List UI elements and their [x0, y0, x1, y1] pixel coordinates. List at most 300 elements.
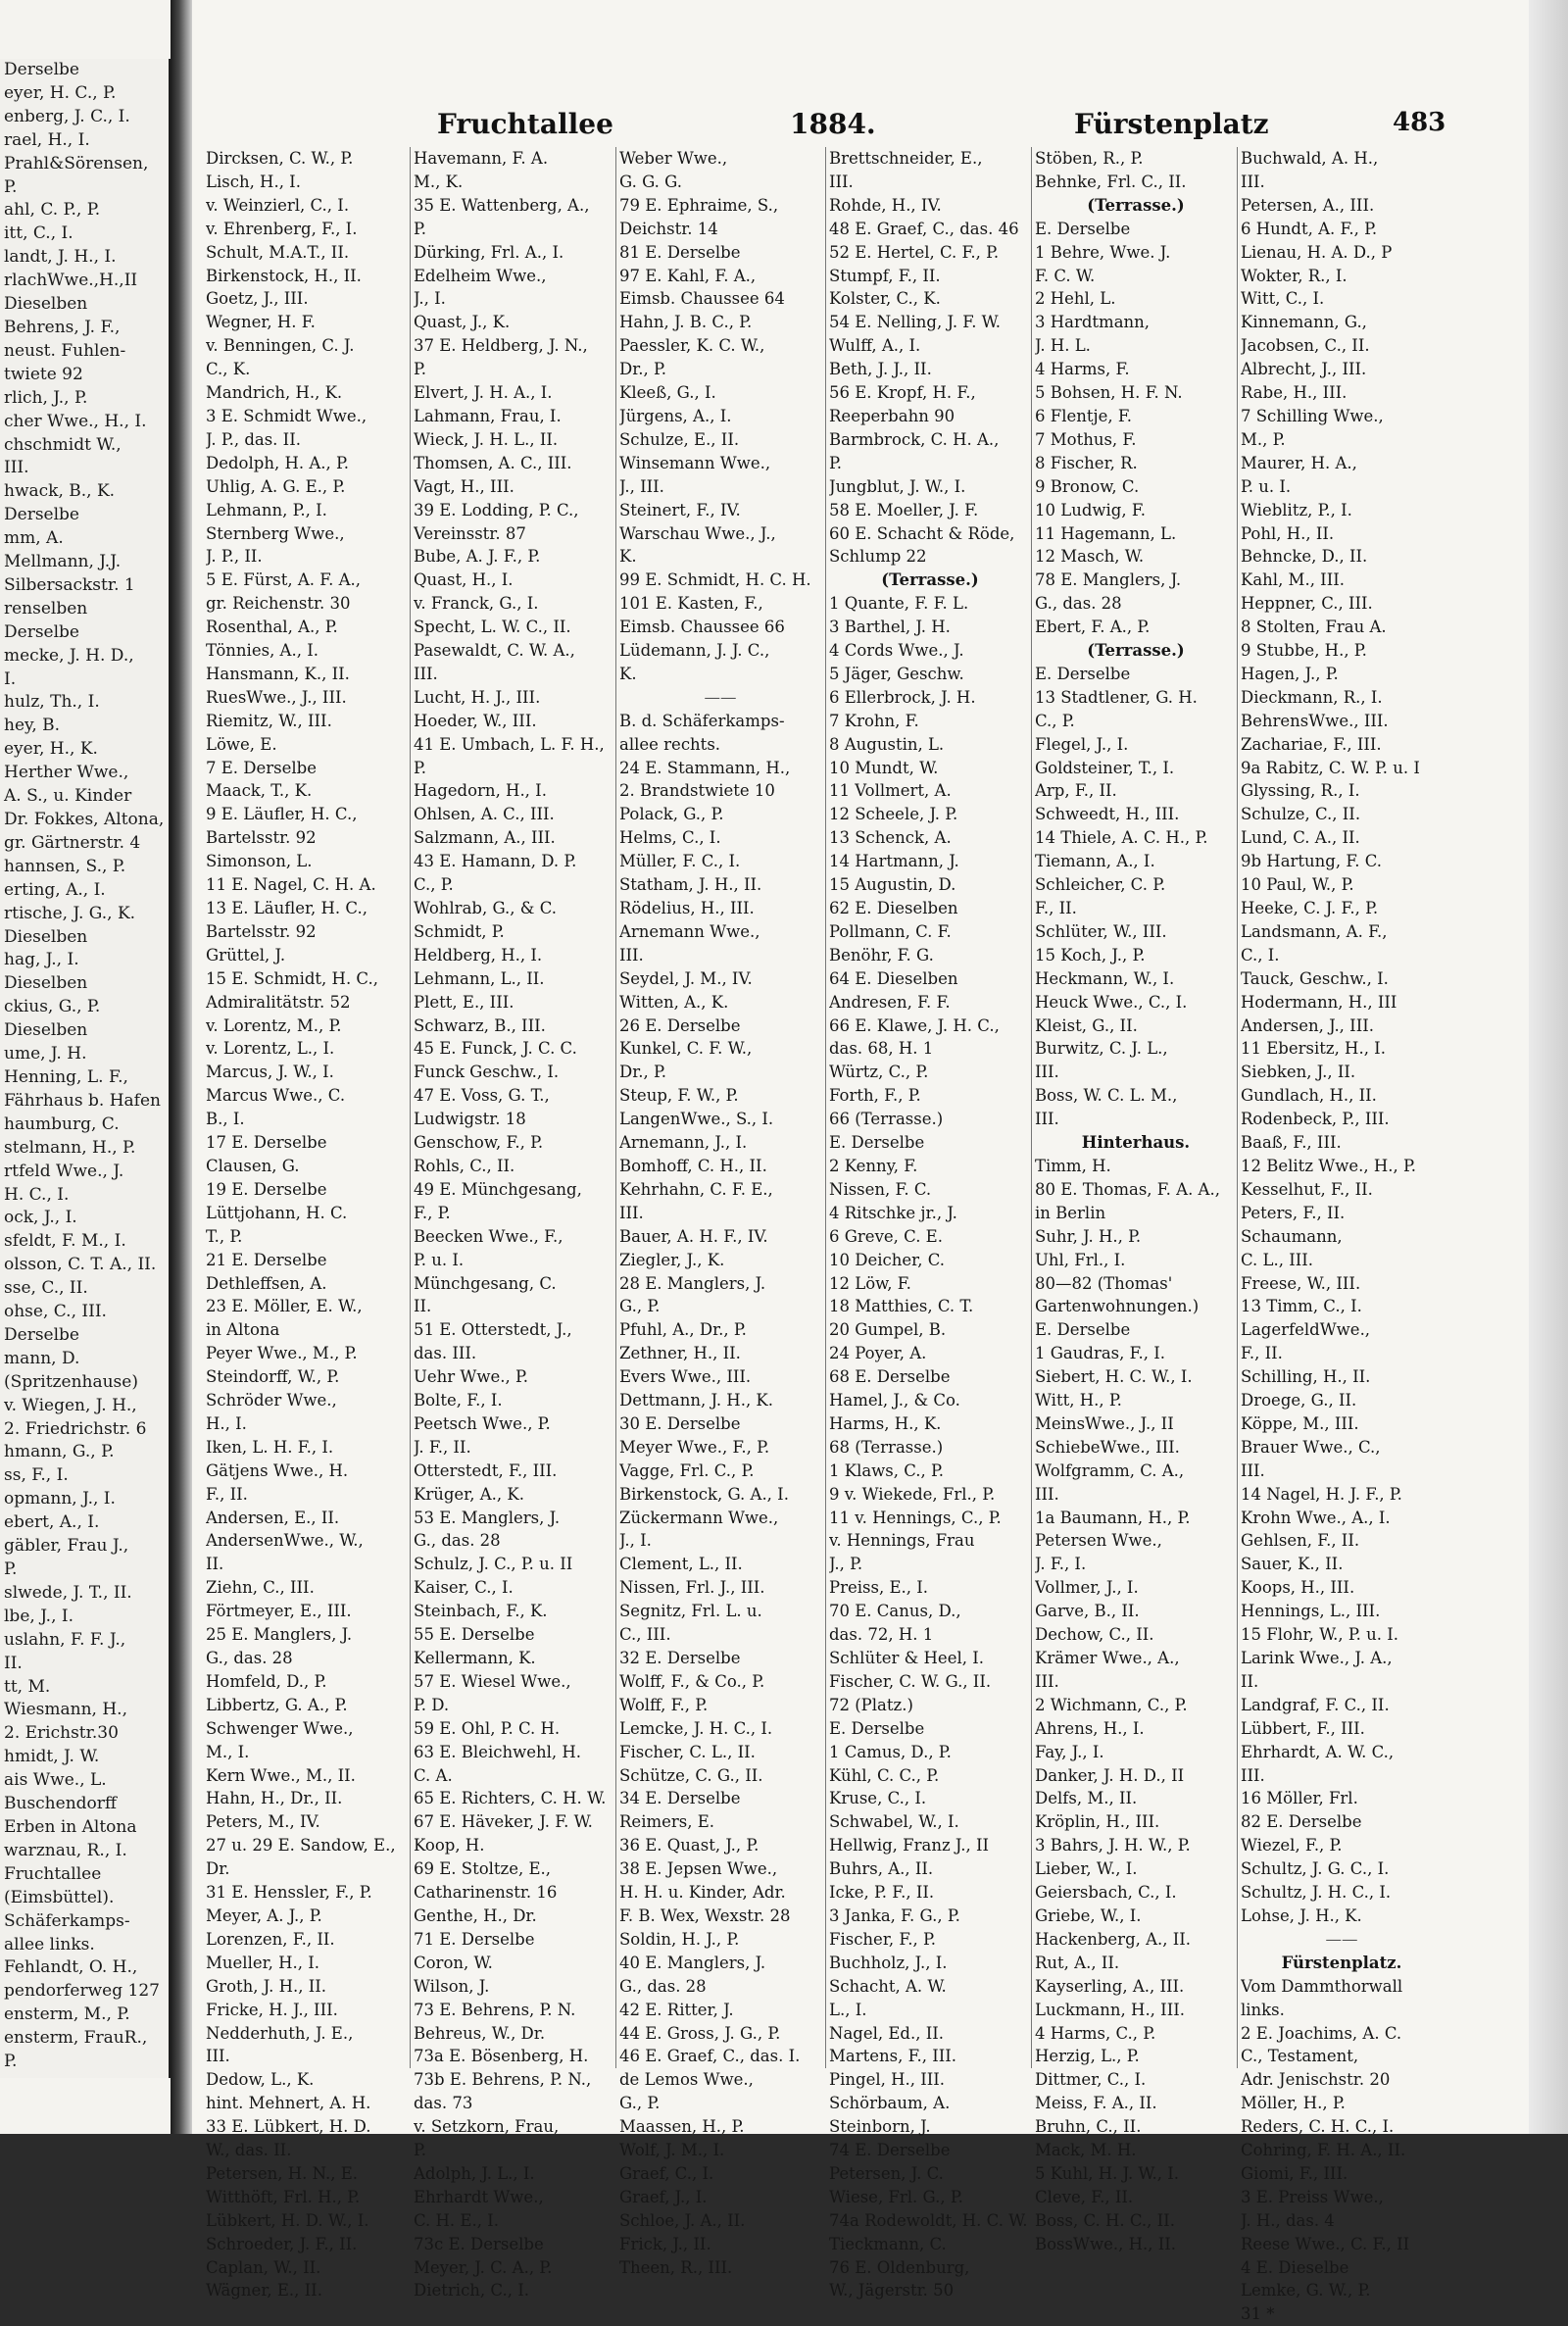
- directory-entry: Reders, C. H. C., I.: [1241, 2117, 1395, 2137]
- directory-entry: Meyer Wwe., F., P.: [619, 1437, 770, 1457]
- previous-page-line: opmann, J., I.: [4, 1489, 116, 1509]
- directory-entry: Mandrich, H., K.: [206, 383, 343, 403]
- directory-entry: Statham, J. H., II.: [619, 875, 762, 895]
- previous-page-line: ckius, G., P.: [4, 997, 101, 1017]
- directory-entry: Jungblut, J. W., I.: [829, 476, 966, 496]
- directory-entry: Rut, A., II.: [1035, 1953, 1120, 1972]
- directory-entry: Hansmann, K., II.: [206, 664, 350, 683]
- directory-entry: Kröplin, H., III.: [1035, 1812, 1160, 1832]
- directory-entry: F. C. W.: [1035, 266, 1096, 285]
- directory-entry: das. 72, H. 1: [829, 1625, 934, 1645]
- directory-entry: Brauer Wwe., C.,: [1241, 1437, 1381, 1457]
- directory-entry: 32 E. Derselbe: [619, 1649, 741, 1667]
- directory-entry: Delfs, M., II.: [1035, 1789, 1138, 1808]
- directory-entry: Riemitz, W., III.: [206, 711, 332, 730]
- directory-entry: v. Weinzierl, C., I.: [206, 195, 350, 215]
- directory-entry: Geiersbach, C., I.: [1035, 1883, 1177, 1903]
- directory-entry: III.: [1241, 172, 1265, 191]
- directory-entry: 3 Hardtmann,: [1035, 313, 1151, 332]
- directory-entry: 17 E. Derselbe: [206, 1133, 327, 1153]
- previous-page-line: pendorferweg 127: [4, 1981, 160, 2002]
- directory-entry: 23 E. Möller, E. W.,: [206, 1297, 363, 1316]
- directory-entry: 25 E. Manglers, J.: [206, 1625, 353, 1645]
- directory-entry: Schroeder, J. F., II.: [206, 2234, 358, 2253]
- directory-entry: 12 Löw, F.: [829, 1273, 911, 1293]
- directory-entry: Wulff, A., I.: [829, 336, 921, 356]
- directory-entry: 31 E. Henssler, F., P.: [206, 1883, 372, 1903]
- directory-entry: Nagel, Ed., II.: [829, 2023, 944, 2043]
- directory-entry: 49 E. Münchgesang,: [414, 1179, 582, 1199]
- directory-entry: Kahl, M., III.: [1241, 570, 1345, 590]
- directory-entry: Kühl, C. C., P.: [829, 1765, 940, 1785]
- directory-entry: Catharinenstr. 16: [414, 1883, 558, 1903]
- directory-entry: 66 E. Klawe, J. H. C.,: [829, 1015, 1000, 1035]
- directory-entry: P. D.: [414, 1695, 450, 1714]
- directory-entry: Eimsb. Chaussee 66: [619, 618, 785, 637]
- previous-page-line: slwede, J. T., II.: [4, 1582, 132, 1603]
- directory-entry: Gundlach, H., II.: [1241, 1086, 1377, 1106]
- previous-page-line: III.: [4, 458, 29, 478]
- directory-entry: RuesWwe., J., III.: [206, 687, 347, 707]
- directory-entry: Schmidt, P.: [414, 921, 505, 941]
- directory-entry: 11 Ebersitz, H., I.: [1241, 1039, 1386, 1059]
- directory-entry: Schlüter, W., III.: [1035, 921, 1167, 941]
- directory-entry: Benöhr, F. G.: [829, 945, 934, 965]
- directory-entry: Heldberg, H., I.: [414, 945, 543, 965]
- directory-entry: Dettmann, J. H., K.: [619, 1391, 773, 1410]
- directory-entry: Iken, L. H. F., I.: [206, 1437, 334, 1457]
- directory-entry: 64 E. Dieselben: [829, 968, 958, 988]
- directory-entry: Lüttjohann, H. C.: [206, 1203, 348, 1222]
- directory-entry: Vereinsstr. 87: [414, 523, 526, 543]
- directory-entry: Ehrhardt, A. W. C.,: [1241, 1742, 1395, 1761]
- directory-entry: 2. Brandstwiete 10: [619, 781, 775, 801]
- directory-entry: 4 Ritschke jr., J.: [829, 1203, 957, 1222]
- directory-entry: F., II.: [1035, 899, 1077, 917]
- previous-page-line: Dieselben: [4, 926, 88, 947]
- directory-entry: Tiemann, A., I.: [1035, 852, 1155, 871]
- directory-entry: Kayserling, A., III.: [1035, 1976, 1185, 1996]
- directory-entry: Lemcke, J. H. C., I.: [619, 1718, 773, 1738]
- directory-entry: Krohn Wwe., A., I.: [1241, 1508, 1391, 1527]
- directory-entry: B., I.: [206, 1110, 245, 1129]
- directory-entry: J., III.: [619, 476, 664, 496]
- directory-entry: 15 Koch, J., P.: [1035, 945, 1146, 965]
- directory-entry: Schultz, J. H. C., I.: [1241, 1883, 1392, 1903]
- directory-entry: 4 Harms, C., P.: [1035, 2023, 1156, 2043]
- directory-entry: Wiezel, F., P.: [1241, 1836, 1343, 1856]
- directory-entry: Steup, F. W., P.: [619, 1086, 739, 1106]
- directory-entry: C. A.: [414, 1765, 453, 1785]
- directory-entry: Rosenthal, A., P.: [206, 618, 338, 637]
- directory-entry: Schloe, J. A., II.: [619, 2210, 746, 2230]
- previous-page-line: lbe, J., I.: [4, 1606, 74, 1626]
- previous-page-line: Fruchtallee: [4, 1863, 102, 1884]
- directory-entry: Barmbrock, C. H. A.,: [829, 429, 1000, 449]
- directory-entry: Bauer, A. H. F., IV.: [619, 1226, 768, 1246]
- directory-entry: Wokter, R., I.: [1241, 266, 1348, 285]
- directory-entry: Uhl, Frl., I.: [1035, 1250, 1126, 1269]
- directory-entry: E. Derselbe: [1035, 219, 1131, 238]
- directory-entry: 14 Thiele, A. C. H., P.: [1035, 828, 1208, 848]
- directory-entry: Glyssing, R., I.: [1241, 781, 1360, 801]
- directory-entry: 8 Stolten, Frau A.: [1241, 618, 1387, 637]
- directory-entry: C., I.: [1241, 945, 1280, 965]
- directory-entry: Ohlsen, A. C., III.: [414, 805, 555, 824]
- previous-page-line: II.: [4, 1653, 23, 1673]
- directory-entry: Salzmann, A., III.: [414, 828, 556, 848]
- directory-entry: III.: [1035, 1671, 1059, 1691]
- directory-entry: 26 E. Derselbe: [619, 1015, 741, 1035]
- previous-page-line: rlachWwe.,H.,II: [4, 271, 138, 291]
- directory-entry: Dircksen, C. W., P.: [206, 149, 354, 168]
- directory-entry: Edelheim Wwe.,: [414, 266, 547, 285]
- directory-entry: 24 Poyer, A.: [829, 1344, 927, 1363]
- directory-entry: 69 E. Stoltze, E.,: [414, 1859, 552, 1879]
- directory-entry: III.: [619, 1203, 644, 1222]
- directory-entry: Wiese, Frl. G., P.: [829, 2187, 963, 2206]
- directory-entry: P. u. I.: [414, 1250, 465, 1269]
- directory-entry: Nissen, F. C.: [829, 1179, 932, 1199]
- directory-entry: Suhr, J. H., P.: [1035, 1226, 1142, 1246]
- directory-entry: Soldin, H. J., P.: [619, 1929, 740, 1949]
- directory-entry: G., das. 28: [206, 1649, 293, 1667]
- directory-entry: 1a Baumann, H., P.: [1035, 1508, 1191, 1527]
- directory-entry: Koops, H., III.: [1241, 1578, 1355, 1598]
- directory-entry: Cohring, F. H. A., II.: [1241, 2141, 1406, 2160]
- directory-entry: Meyer, A. J., P.: [206, 1905, 322, 1925]
- directory-entry: Thomsen, A. C., III.: [414, 453, 572, 472]
- directory-entry: Krüger, A., K.: [414, 1484, 524, 1504]
- directory-entry: F., P.: [414, 1203, 451, 1222]
- directory-entry: Buhrs, A., II.: [829, 1859, 934, 1879]
- previous-page-line: Wiesmann, H.,: [4, 1700, 127, 1720]
- directory-entry: 10 Mundt, W.: [829, 758, 939, 777]
- directory-entry: III.: [1035, 1110, 1059, 1129]
- directory-entry: 46 E. Graef, C., das. I.: [619, 2047, 801, 2066]
- directory-entry: Nedderhuth, J. E.,: [206, 2023, 354, 2043]
- directory-entry: Schult, M.A.T., II.: [206, 242, 350, 262]
- directory-entry: Freese, W., III.: [1241, 1273, 1361, 1293]
- previous-page-line: uslahn, F. F. J.,: [4, 1629, 126, 1650]
- directory-entry: J. P., das. II.: [206, 429, 301, 449]
- previous-page-line: sfeldt, F. M., I.: [4, 1231, 126, 1252]
- directory-entry: Hennings, L., III.: [1241, 1602, 1381, 1621]
- directory-entry: Förtmeyer, E., III.: [206, 1602, 352, 1621]
- directory-entry: Wägner, E., II.: [206, 2281, 322, 2301]
- directory-entry: Polack, G., P.: [619, 805, 724, 824]
- directory-entry: E. Derselbe: [829, 1133, 925, 1153]
- directory-entry: Forth, F., P.: [829, 1086, 921, 1106]
- directory-entry: II.: [1241, 1671, 1259, 1691]
- directory-entry: 9 v. Wiekede, Frl., P.: [829, 1484, 996, 1504]
- directory-entry: M., P.: [1241, 429, 1286, 449]
- previous-page-line: H. C., I.: [4, 1184, 70, 1205]
- directory-entry: 80—82 (Thomas': [1035, 1273, 1173, 1293]
- directory-entry: 55 E. Derselbe: [414, 1625, 535, 1645]
- directory-entry: Lund, C. A., II.: [1241, 828, 1360, 848]
- previous-page-line: ock, J., I.: [4, 1208, 77, 1228]
- previous-page-line: Silbersackstr. 1: [4, 574, 135, 595]
- directory-entry: J. P., II.: [206, 547, 263, 567]
- previous-page-line: ensterm, FrauR.,: [4, 2028, 148, 2049]
- directory-entry: Peters, M., IV.: [206, 1812, 320, 1832]
- directory-entry: 67 E. Häveker, J. F. W.: [414, 1812, 593, 1832]
- directory-entry: Lübbert, F., III.: [1241, 1718, 1365, 1738]
- previous-page-line: hag, J., I.: [4, 950, 79, 970]
- directory-entry: Luckmann, H., III.: [1035, 2000, 1185, 2019]
- directory-entry: Heppner, C., III.: [1241, 594, 1373, 614]
- previous-page-line: stelmann, H., P.: [4, 1137, 136, 1158]
- directory-entry: Landgraf, F. C., II.: [1241, 1695, 1390, 1714]
- directory-entry: 56 E. Kropf, H. F.,: [829, 383, 976, 403]
- directory-entry: Nissen, Frl. J., III.: [619, 1578, 765, 1598]
- directory-entry: Steindorff, W., P.: [206, 1367, 340, 1387]
- directory-entry: 27 u. 29 E. Sandow, E.,: [206, 1836, 396, 1856]
- directory-entry: III.: [414, 664, 438, 683]
- directory-column-5: [1035, 147, 1237, 2256]
- directory-entry: Schlump 22: [829, 547, 927, 567]
- directory-entry: III.: [619, 945, 644, 965]
- directory-entry: 1 Camus, D., P.: [829, 1742, 952, 1761]
- directory-entry: Bruhn, C., II.: [1035, 2117, 1142, 2137]
- directory-entry: 31 *: [1241, 2304, 1275, 2324]
- previous-page-line: gäbler, Frau J.,: [4, 1536, 129, 1557]
- directory-entry: 79 E. Ephraime, S.,: [619, 195, 779, 215]
- previous-page-line: enberg, J. C., I.: [4, 106, 130, 126]
- directory-entry: gr. Reichenstr. 30: [206, 594, 351, 614]
- directory-entry: 6 Flentje, F.: [1035, 406, 1132, 425]
- directory-entry: Schlüter & Heel, I.: [829, 1649, 984, 1667]
- directory-entry: 6 Ellerbrock, J. H.: [829, 687, 976, 707]
- directory-entry: Vagt, H., III.: [414, 476, 514, 496]
- previous-page-line: erting, A., I.: [4, 879, 106, 900]
- directory-entry: 40 E. Manglers, J.: [619, 1953, 766, 1972]
- directory-entry: Kruse, C., I.: [829, 1789, 927, 1808]
- directory-entry: Giomi, F., III.: [1241, 2163, 1348, 2183]
- directory-entry: C., Testament,: [1241, 2047, 1359, 2066]
- previous-page-line: ss, F., I.: [4, 1465, 69, 1486]
- previous-page-line: P.: [4, 1559, 18, 1579]
- directory-entry: II.: [414, 1297, 432, 1316]
- previous-page-line: cher Wwe., H., I.: [4, 411, 147, 431]
- directory-entry: 41 E. Umbach, L. F. H.,: [414, 734, 605, 754]
- previous-page-line: hwack, B., K.: [4, 481, 116, 502]
- directory-entry: Lisch, H., I.: [206, 172, 301, 191]
- directory-entry: Rabe, H., III.: [1241, 383, 1348, 403]
- directory-entry: G., das. 28: [414, 1531, 501, 1551]
- directory-entry: Evers Wwe., III.: [619, 1367, 752, 1387]
- directory-entry: 6 Greve, C. E.: [829, 1226, 943, 1246]
- directory-entry: III.: [1035, 1484, 1059, 1504]
- directory-entry: Uhlig, A. G. E., P.: [206, 476, 346, 496]
- directory-entry: J., I.: [619, 1531, 652, 1551]
- directory-entry: Havemann, F. A.: [414, 149, 549, 168]
- directory-entry: Kehrhahn, C. F. E.,: [619, 1179, 773, 1199]
- directory-entry: allee rechts.: [619, 734, 721, 754]
- previous-page-line: Herther Wwe.,: [4, 763, 129, 783]
- directory-entry: Jürgens, A., I.: [619, 406, 732, 425]
- header-right-street: Fürstenplatz: [1074, 108, 1269, 140]
- directory-entry: Hackenberg, A., II.: [1035, 1929, 1192, 1949]
- previous-page-line: rael, H., I.: [4, 129, 90, 150]
- book-gutter: [171, 0, 192, 2134]
- directory-entry: 14 Hartmann, J.: [829, 852, 959, 871]
- directory-entry: Kesselhut, F., II.: [1241, 1179, 1373, 1199]
- directory-entry: Meyer, J. C. A., P.: [414, 2257, 553, 2277]
- directory-entry: Andresen, F. F.: [829, 992, 951, 1012]
- directory-entry: P.: [414, 219, 427, 238]
- directory-entry: 35 E. Wattenberg, A.,: [414, 195, 590, 215]
- directory-entry: 51 E. Otterstedt, J.,: [414, 1320, 572, 1340]
- directory-entry: 81 E. Derselbe: [619, 242, 741, 262]
- directory-entry: LangenWwe., S., I.: [619, 1110, 774, 1129]
- directory-entry: 12 Belitz Wwe., H., P.: [1241, 1156, 1416, 1175]
- directory-entry: Hellwig, Franz J., II: [829, 1836, 990, 1856]
- directory-entry: 47 E. Voss, G. T.,: [414, 1086, 550, 1106]
- directory-entry: Winsemann Wwe.,: [619, 453, 771, 472]
- previous-page-line: Derselbe: [4, 621, 79, 642]
- directory-entry: v. Hennings, Frau: [829, 1531, 975, 1551]
- directory-entry: Löwe, E.: [206, 734, 277, 754]
- directory-entry: Steinbach, F., K.: [414, 1602, 548, 1621]
- directory-entry: 63 E. Bleichwehl, H.: [414, 1742, 582, 1761]
- directory-entry: Libbertz, G. A., P.: [206, 1695, 348, 1714]
- directory-entry: 1 Klaws, C., P.: [829, 1460, 945, 1480]
- previous-page-line: Behrens, J. F.,: [4, 317, 121, 337]
- directory-entry: 73b E. Behrens, P. N.,: [414, 2070, 592, 2090]
- previous-page-fragment: [0, 59, 171, 2078]
- directory-entry: 1 Quante, F. F. L.: [829, 594, 969, 614]
- directory-entry: Pfuhl, A., Dr., P.: [619, 1320, 747, 1340]
- directory-entry: 71 E. Derselbe: [414, 1929, 535, 1949]
- directory-entry: W., das. II.: [206, 2141, 292, 2160]
- directory-entry: Specht, L. W. C., II.: [414, 618, 571, 637]
- directory-entry: 39 E. Lodding, P. C.,: [414, 500, 579, 520]
- directory-entry: das. 73: [414, 2094, 473, 2113]
- directory-entry: Garve, B., II.: [1035, 1602, 1140, 1621]
- page-edge: [1529, 0, 1568, 2134]
- directory-entry: 74a Rodewoldt, H. C. W.: [829, 2210, 1028, 2230]
- directory-entry: 70 E. Canus, D.,: [829, 1602, 961, 1621]
- directory-entry: Wolff, F., P.: [619, 1695, 709, 1714]
- column-rule: [1031, 147, 1032, 2068]
- directory-entry: K.: [619, 547, 637, 567]
- directory-entry: Schilling, H., II.: [1241, 1367, 1371, 1387]
- directory-entry: 7 Krohn, F.: [829, 711, 919, 730]
- directory-entry: Wieck, J. H. L., II.: [414, 429, 559, 449]
- previous-page-line: P.: [4, 2052, 18, 2072]
- directory-entry: Burwitz, C. J. L.,: [1035, 1039, 1168, 1059]
- directory-entry: 6 Hundt, A. F., P.: [1241, 219, 1378, 238]
- directory-entry: 43 E. Hamann, D. P.: [414, 852, 577, 871]
- directory-entry: 58 E. Moeller, J. F.: [829, 500, 979, 520]
- directory-entry: Rödelius, H., III.: [619, 899, 755, 917]
- directory-entry: Fischer, C. W. G., II.: [829, 1671, 992, 1691]
- directory-entry: Möller, H., P.: [1241, 2094, 1346, 2113]
- directory-entry: Landsmann, A. F.,: [1241, 921, 1388, 941]
- directory-entry: 10 Paul, W., P.: [1241, 875, 1354, 895]
- directory-entry: Witt, H., P.: [1035, 1391, 1122, 1410]
- directory-entry: Dethleffsen, A.: [206, 1273, 327, 1293]
- directory-entry: 68 E. Derselbe: [829, 1367, 951, 1387]
- directory-entry: Köppe, M., III.: [1241, 1413, 1359, 1433]
- directory-entry: Siebken, J., II.: [1241, 1063, 1356, 1082]
- previous-page-line: ahl, C. P., P.: [4, 200, 101, 221]
- directory-entry: hint. Mehnert, A. H.: [206, 2094, 371, 2113]
- directory-entry: 16 Möller, Frl.: [1241, 1789, 1358, 1808]
- directory-entry: (Terrasse.): [1087, 641, 1185, 661]
- directory-entry: 73 E. Behrens, P. N.: [414, 2000, 576, 2019]
- directory-entry: II.: [206, 1555, 224, 1574]
- directory-entry: 76 E. Oldenburg,: [829, 2257, 970, 2277]
- directory-entry: III.: [829, 172, 854, 191]
- directory-entry: Rodenbeck, P., III.: [1241, 1110, 1390, 1129]
- directory-entry: Graef, C., I.: [619, 2163, 714, 2183]
- directory-entry: Harms, H., K.: [829, 1413, 942, 1433]
- directory-entry: Reeperbahn 90: [829, 406, 956, 425]
- previous-page-line: 2. Erichstr.30: [4, 1723, 119, 1744]
- directory-entry: Heuck Wwe., C., I.: [1035, 992, 1188, 1012]
- previous-page-line: A. S., u. Kinder: [4, 786, 132, 807]
- directory-entry: Schwenger Wwe.,: [206, 1718, 354, 1738]
- directory-column-2: [414, 147, 615, 2302]
- directory-entry: Kinnemann, G.,: [1241, 313, 1367, 332]
- directory-entry: Peetsch Wwe., P.: [414, 1413, 551, 1433]
- directory-entry: Behreus, W., Dr.: [414, 2023, 546, 2043]
- directory-entry: G., P.: [619, 2094, 661, 2113]
- directory-entry: Lemke, G. W., P.: [1241, 2281, 1371, 2301]
- directory-entry: (Terrasse.): [1087, 195, 1185, 215]
- directory-entry: Admiralitätstr. 52: [206, 992, 351, 1012]
- directory-entry: Lehmann, P., I.: [206, 500, 327, 520]
- directory-entry: Zückermann Wwe.,: [619, 1508, 779, 1527]
- directory-entry: Maack, T., K.: [206, 781, 313, 801]
- directory-entry: Birkenstock, G. A., I.: [619, 1484, 789, 1504]
- directory-entry: in Altona: [206, 1320, 280, 1340]
- directory-entry: Mueller, H., I.: [206, 1953, 320, 1972]
- directory-entry: 60 E. Schacht & Röde,: [829, 523, 1015, 543]
- directory-entry: Kleeß, G., I.: [619, 383, 716, 403]
- directory-entry: 97 E. Kahl, F. A.,: [619, 266, 757, 285]
- directory-entry: Plett, E., III.: [414, 992, 514, 1012]
- directory-entry: Schörbaum, A.: [829, 2094, 951, 2113]
- directory-entry: Segnitz, Frl. L. u.: [619, 1602, 762, 1621]
- directory-entry: Wohlrab, G., & C.: [414, 899, 557, 917]
- directory-entry: ——: [1325, 1929, 1358, 1949]
- directory-entry: 57 E. Wiesel Wwe.,: [414, 1671, 571, 1691]
- directory-entry: Rohls, C., II.: [414, 1156, 515, 1175]
- directory-entry: Lehmann, L., II.: [414, 968, 545, 988]
- directory-entry: B. d. Schäferkamps-: [619, 711, 785, 730]
- previous-page-line: Buschendorff: [4, 1794, 117, 1814]
- directory-entry: Siebert, H. C. W., I.: [1035, 1367, 1193, 1387]
- directory-entry: 72 (Platz.): [829, 1695, 913, 1714]
- directory-entry: Dietrich, C., I.: [414, 2281, 529, 2301]
- directory-entry: Jacobsen, C., II.: [1241, 336, 1370, 356]
- directory-entry: 24 E. Stammann, H.,: [619, 758, 791, 777]
- directory-entry: Griebe, W., I.: [1035, 1905, 1142, 1925]
- previous-page-line: Henning, L. F.,: [4, 1066, 128, 1087]
- directory-entry: Arp, F., II.: [1035, 781, 1117, 801]
- previous-page-line: mecke, J. H. D.,: [4, 645, 134, 666]
- directory-entry: Dr., P.: [619, 360, 667, 379]
- directory-entry: 48 E. Graef, C., das. 46: [829, 219, 1019, 238]
- directory-entry: Behnke, Frl. C., II.: [1035, 172, 1187, 191]
- directory-entry: 14 Nagel, H. J. F., P.: [1241, 1484, 1402, 1504]
- previous-page-line: olsson, C. T. A., II.: [4, 1255, 157, 1275]
- directory-entry: Frick, J., II.: [619, 2234, 711, 2253]
